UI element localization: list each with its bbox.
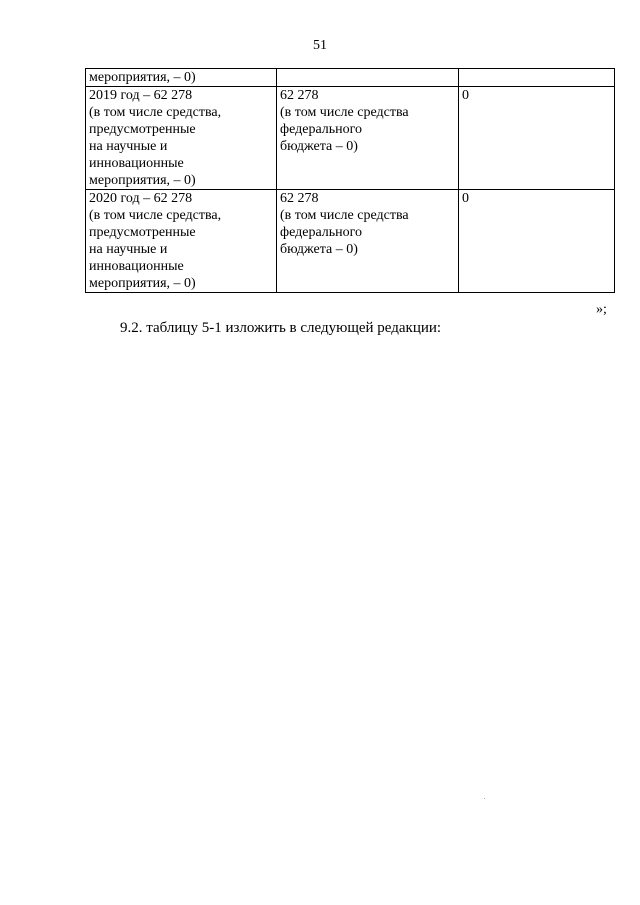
table-cell-amount: 2019 год – 62 278 (в том числе средства, предусмотренные на научные и инновационные мероприятия, – 0) bbox=[86, 87, 277, 190]
page-number: 51 bbox=[313, 38, 327, 53]
table-cell-amount: 2020 год – 62 278 (в том числе средства, предусмотренные на научные и инновационные мероприятия, – 0) bbox=[86, 190, 277, 293]
scan-speck bbox=[484, 798, 485, 799]
table-cell-amount: мероприятия, – 0) bbox=[86, 69, 277, 87]
table-row bbox=[86, 190, 615, 293]
table-cell-federal bbox=[277, 69, 459, 87]
closing-quote-mark: »; bbox=[596, 302, 607, 317]
amendment-paragraph: 9.2. таблицу 5-1 изложить в следующей редакции: bbox=[120, 320, 442, 336]
table-row bbox=[86, 69, 615, 87]
budget-table bbox=[85, 68, 615, 293]
table-row bbox=[86, 87, 615, 190]
table-cell-other: 0 bbox=[459, 87, 615, 190]
table-cell-federal: 62 278 (в том числе средства федерального бюджета – 0) bbox=[277, 190, 459, 293]
table-cell-federal: 62 278 (в том числе средства федерального бюджета – 0) bbox=[277, 87, 459, 190]
table-cell-other bbox=[459, 69, 615, 87]
table-cell-other: 0 bbox=[459, 190, 615, 293]
